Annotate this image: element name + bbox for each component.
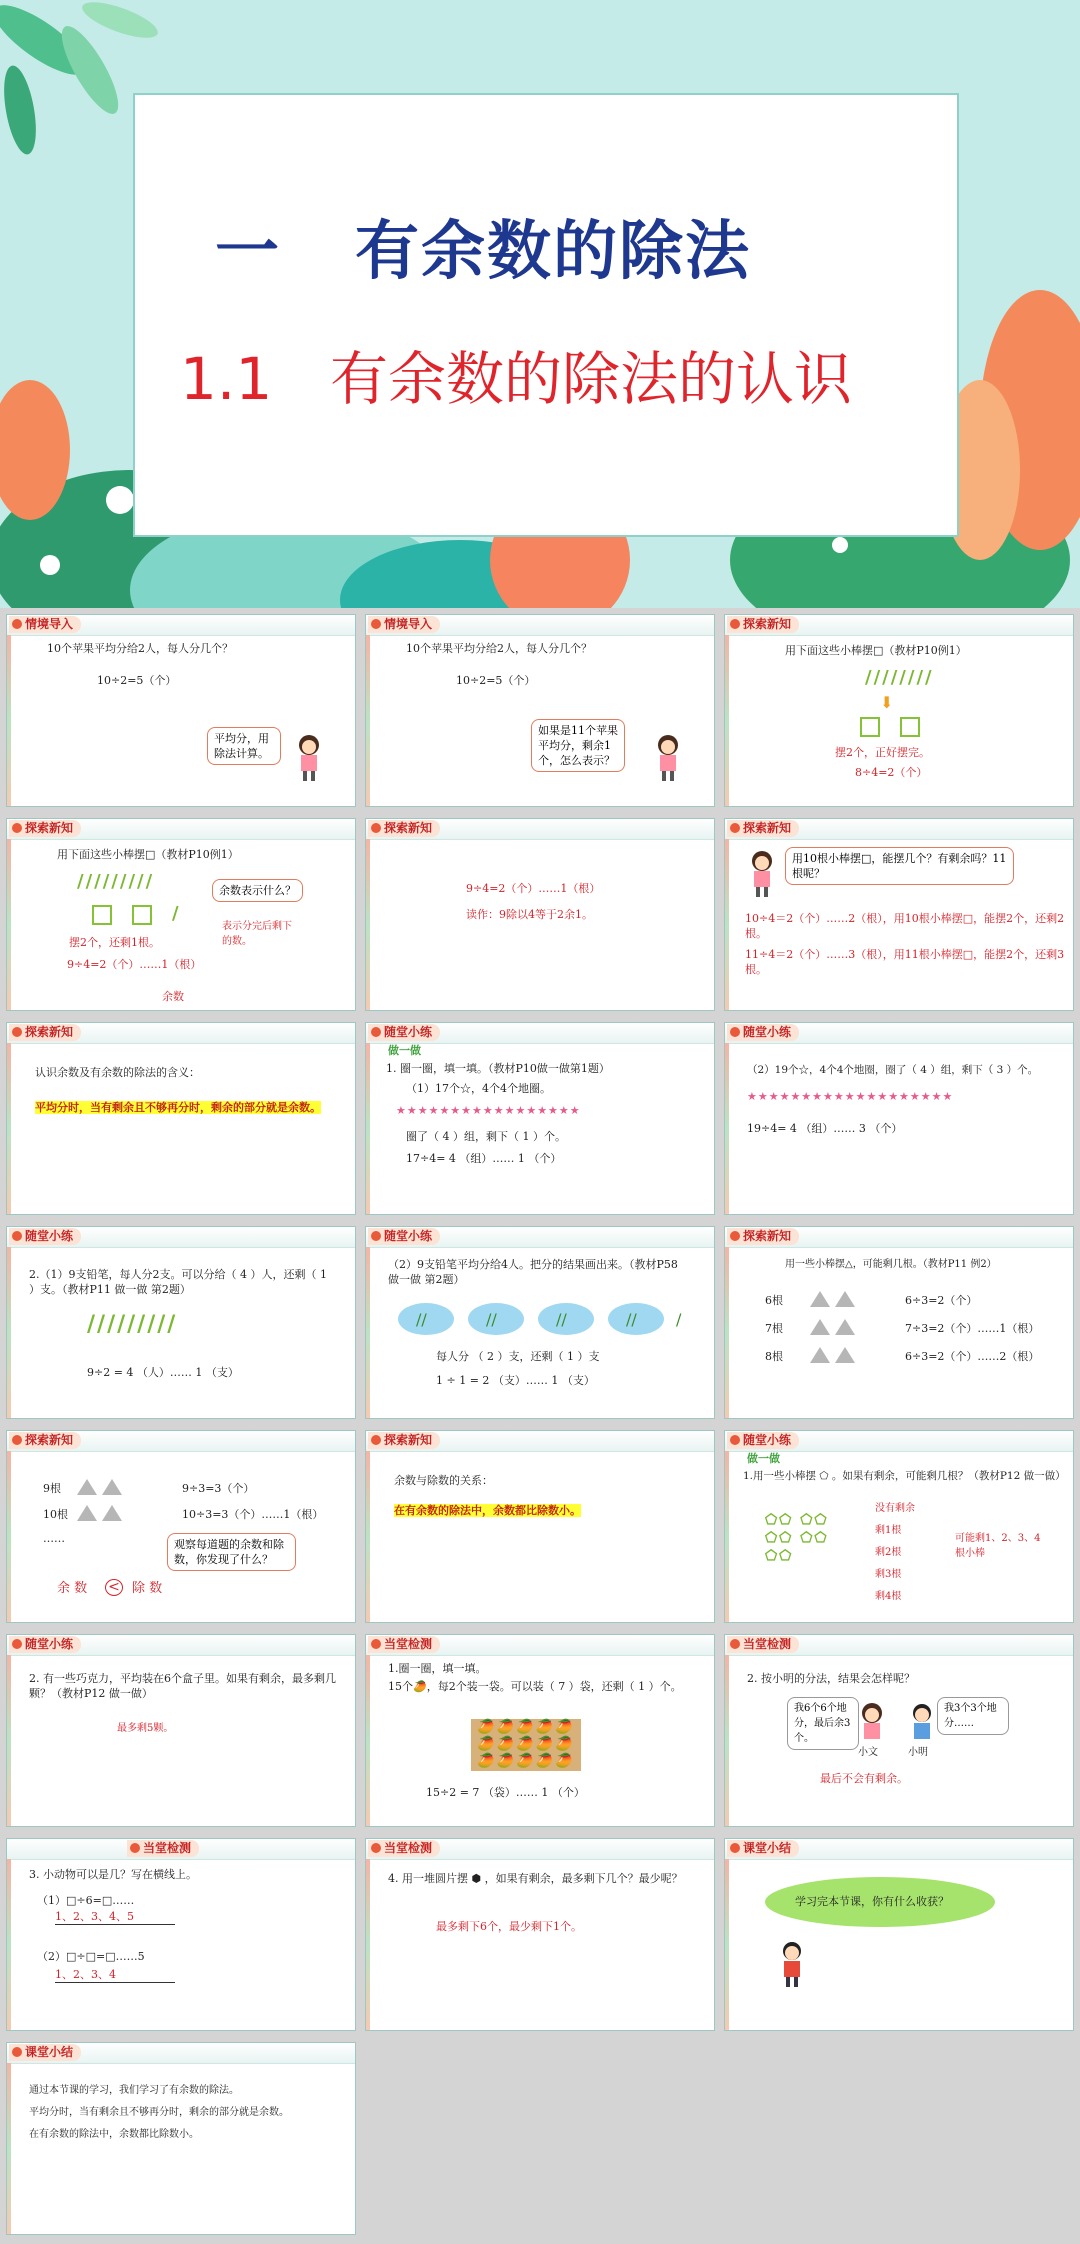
stars-row: ★★★★★★★★★★★★★★★★★ — [396, 1104, 581, 1117]
equation: 19÷4= 4 （组）…… 3 （个） — [747, 1122, 903, 1135]
square-icon — [900, 717, 920, 737]
case-label: 剩4根 — [875, 1591, 902, 1602]
chapter-title: 一 有余数的除法 — [215, 215, 751, 289]
slide-4[interactable] — [6, 818, 356, 1011]
question: 用下面这些小棒摆□（教材P10例1） — [785, 644, 967, 657]
answer: 最多剩5颗。 — [117, 1723, 174, 1734]
prompt: 15个🥭，每2个装一袋。可以装（ 7 ）袋，还剩（ 1 ）个。 — [388, 1680, 682, 1693]
girl-icon — [292, 733, 326, 783]
slide-10[interactable] — [6, 1226, 356, 1419]
question: 4. 用一堆圆片摆 ⬢ ，如果有剩余，最多剩下几个？最少呢？ — [388, 1872, 683, 1885]
svg-text://: // — [416, 1310, 427, 1329]
cloud-text: 学习完本节课，你有什么收获？ — [795, 1895, 949, 1908]
slide-18[interactable] — [724, 1634, 1074, 1827]
less-than-icon: < — [105, 1579, 123, 1596]
slide-tag: 探索新知 — [9, 820, 81, 837]
speech-bubble: 我6个6个地分，最后余3个。 — [787, 1697, 859, 1750]
question: 用下面这些小棒摆□（教材P10例1） — [57, 848, 239, 861]
slide-tag: 探索新知 — [368, 820, 440, 837]
name-label: 小文 — [858, 1747, 878, 1758]
note: 摆2个，正好摆完。 — [835, 746, 930, 759]
question: （2）9支铅笔平均分给4人。把分的结果画出来。（教材P58 做一做 第2题） — [388, 1258, 678, 1286]
slide-15[interactable] — [724, 1430, 1074, 1623]
row-label: 6根 — [765, 1294, 783, 1307]
square-icon — [92, 905, 112, 925]
slide-8[interactable] — [365, 1022, 715, 1215]
equation: 9÷3=3（个） — [182, 1482, 255, 1495]
svg-text://: // — [556, 1310, 567, 1329]
question: 1. 圈一圈，填一填。（教材P10做一做第1题） — [386, 1062, 610, 1075]
boy-icon — [905, 1701, 939, 1751]
slide-tag: 探索新知 — [727, 820, 799, 837]
row-label: 9根 — [43, 1482, 61, 1495]
row-label: 10根 — [43, 1508, 68, 1521]
triangle-icon — [810, 1291, 830, 1307]
row-label: 8根 — [765, 1350, 783, 1363]
section-title: 1.1 有余数的除法的认识 — [180, 345, 853, 413]
pencils-icon: ///////// — [87, 1311, 178, 1337]
case-label: 剩3根 — [875, 1569, 902, 1580]
prompt: （1）17个☆，4个4个地圈。 — [406, 1082, 551, 1095]
summary-line: 通过本节课的学习，我们学习了有余数的除法。 — [29, 2085, 239, 2096]
slide-21[interactable] — [724, 1838, 1074, 2031]
slide-11[interactable] — [365, 1226, 715, 1419]
fill-line: 每人分 （ 2 ）支，还剩（ 1 ）支 — [436, 1350, 600, 1363]
question: 2. 按小明的分法，结果会怎样呢？ — [747, 1672, 915, 1685]
case-label: 没有剩余 — [875, 1503, 915, 1514]
intro: 余数与除数的关系： — [394, 1474, 493, 1487]
speech-bubble: 我3个3个地分…… — [937, 1697, 1009, 1735]
cover-slide — [0, 0, 1080, 608]
equation: 9÷4=2（个）……1（根） — [67, 958, 202, 971]
slide-tag: 当堂检测 — [727, 1636, 799, 1653]
square-icon — [132, 905, 152, 925]
equation: 10÷2=5（个） — [97, 674, 177, 687]
slide-5[interactable] — [365, 818, 715, 1011]
pentagons-icon: ⬠⬠ ⬠⬠ ⬠⬠ ⬠⬠ ⬠⬠ — [765, 1512, 829, 1564]
slide-19[interactable] — [6, 1838, 356, 2031]
girl-icon — [651, 733, 685, 783]
equation: 9÷4=2（个）……1（根） — [466, 882, 601, 895]
case-label: 剩2根 — [875, 1547, 902, 1558]
girl-icon — [855, 1701, 889, 1751]
arrow-down-icon: ⬇ — [880, 693, 894, 712]
slide-6[interactable] — [724, 818, 1074, 1011]
answer: 最多剩下6个，最少剩下1个。 — [436, 1920, 582, 1933]
slide-tag: 随堂小练 — [727, 1024, 799, 1041]
speech-bubble: 余数表示什么？ — [212, 879, 303, 902]
slide-tag: 探索新知 — [9, 1024, 81, 1041]
slide-13[interactable] — [6, 1430, 356, 1623]
slide-tag: 随堂小练 — [727, 1432, 799, 1449]
svg-text://: // — [486, 1310, 497, 1329]
slide-tag: 探索新知 — [727, 616, 799, 633]
intro: 认识余数及有余数的除法的含义： — [35, 1066, 200, 1079]
slide-tag: 当堂检测 — [368, 1840, 440, 1857]
equation: 8÷4=2（个） — [855, 766, 928, 779]
speech-bubble: 平均分，用除法计算。 — [207, 727, 281, 765]
equation: 15÷2 = 7 （袋）…… 1 （个） — [426, 1786, 585, 1799]
slide-20[interactable] — [365, 1838, 715, 2031]
slide-tag: 随堂小练 — [368, 1228, 440, 1245]
slide-tag: 探索新知 — [368, 1432, 440, 1449]
slide-14[interactable] — [365, 1430, 715, 1623]
svg-text://: // — [626, 1310, 637, 1329]
equation: 6÷3=2（个） — [905, 1294, 978, 1307]
slide-tag: 探索新知 — [9, 1432, 81, 1449]
summary-line: 平均分时，当有剩余且不够再分时，剩余的部分就是余数。 — [29, 2107, 289, 2118]
row-label: 7根 — [765, 1322, 783, 1335]
triangle-icon — [835, 1347, 855, 1363]
equation: 1 ÷ 1 = 2 （支）…… 1 （支） — [436, 1374, 595, 1387]
answer: 最后不会有剩余。 — [820, 1772, 908, 1785]
answer: 1、2、3、4、5 — [55, 1909, 175, 1925]
square-icon — [860, 717, 880, 737]
reading: 读作：9除以4等于2余1。 — [466, 908, 593, 921]
slide-tag: 课堂小结 — [727, 1840, 799, 1857]
slide-tag: 当堂检测 — [127, 1840, 199, 1857]
question: 用一些小棒摆△，可能剩几根。（教材P11 例2） — [785, 1259, 997, 1270]
girl-icon — [745, 849, 779, 899]
name-label: 小明 — [908, 1747, 928, 1758]
equation: 6÷3=2（个）……2（根） — [905, 1350, 1040, 1363]
question: 3. 小动物可以是几？写在横线上。 — [29, 1868, 197, 1881]
boy-icon — [775, 1939, 809, 1989]
compare-left: 余 数 — [57, 1581, 88, 1596]
triangle-icon — [810, 1347, 830, 1363]
slide-2[interactable] — [365, 614, 715, 807]
side-note: 表示分完后剩下的数。 — [222, 921, 292, 947]
slide-tag: 随堂小练 — [9, 1228, 81, 1245]
note: 摆2个，还剩1根。 — [69, 936, 160, 949]
equation: 17÷4= 4 （组）…… 1 （个） — [406, 1152, 562, 1165]
question: 1.圈一圈，填一填。 — [388, 1662, 487, 1675]
question: 10个苹果平均分给2人，每人分几个？ — [406, 642, 592, 655]
mangoes-icon: 🥭🥭🥭🥭🥭🥭🥭🥭🥭🥭🥭🥭🥭🥭🥭 — [471, 1719, 581, 1771]
sticks-icon: //////// — [865, 667, 934, 688]
triangle-icon — [77, 1479, 97, 1495]
triangle-icon — [77, 1505, 97, 1521]
sub-heading: 做一做 — [388, 1044, 421, 1057]
question: 1.用一些小棒摆 ⬠ 。如果有剩余，可能剩几根？（教材P12 做一做） — [743, 1470, 1066, 1482]
slide-tag: 随堂小练 — [9, 1636, 81, 1653]
fill-line: 圈了（ 4 ）组，剩下（ 1 ）个。 — [406, 1130, 566, 1143]
stars-row: ★★★★★★★★★★★★★★★★★★★ — [747, 1090, 954, 1103]
expression: （2）□÷□=□……5 — [37, 1950, 145, 1963]
triangle-icon — [810, 1319, 830, 1335]
stick-icon: / — [172, 903, 181, 924]
remainder-label: 余数 — [162, 990, 184, 1003]
groups-icon — [396, 1301, 696, 1341]
slide-7[interactable] — [6, 1022, 356, 1215]
sub-heading: 做一做 — [747, 1452, 780, 1465]
triangle-icon — [835, 1319, 855, 1335]
answer-line: 11÷4＝2（个）……3（根），用11根小棒摆□，能摆2个，还剩3根。 — [745, 948, 1065, 976]
definition: 在有余数的除法中，余数都比除数小。 — [394, 1504, 581, 1517]
speech-bubble: 如果是11个苹果平均分，剩余1个，怎么表示？ — [531, 719, 625, 772]
summary-line: 在有余数的除法中，余数都比除数小。 — [29, 2129, 199, 2140]
slide-9[interactable] — [724, 1022, 1074, 1215]
equation: 10÷3=3（个）……1（根） — [182, 1508, 324, 1521]
question: （2）19个☆，4个4个地圈，圈了（ 4 ）组，剩下（ 3 ）个。 — [747, 1064, 1039, 1076]
triangle-icon — [102, 1479, 122, 1495]
slide-12[interactable] — [724, 1226, 1074, 1419]
row-label: …… — [43, 1532, 65, 1545]
question: 2.（1）9支铅笔，每人分2支。可以分给（ 4 ）人，还剩（ 1 ）支。（教材P11 做一做 第2题） — [29, 1268, 327, 1296]
slide-1[interactable] — [6, 614, 356, 807]
answer-line: 10÷4＝2（个）……2（根），用10根小棒摆□，能摆2个，还剩2根。 — [745, 912, 1065, 940]
triangle-icon — [835, 1291, 855, 1307]
definition: 平均分时，当有剩余且不够再分时，剩余的部分就是余数。 — [35, 1101, 321, 1114]
svg-text:/: / — [676, 1310, 682, 1329]
slide-tag: 当堂检测 — [368, 1636, 440, 1653]
triangle-icon — [102, 1505, 122, 1521]
slide-tag: 情境导入 — [9, 616, 81, 633]
slide-17[interactable] — [365, 1634, 715, 1827]
slide-tag: 情境导入 — [368, 616, 440, 633]
case-label: 剩1根 — [875, 1525, 902, 1536]
slide-tag: 课堂小结 — [9, 2044, 81, 2061]
compare-right: 除 数 — [132, 1581, 163, 1596]
question: 2. 有一些巧克力，平均装在6个盒子里。如果有剩余，最多剩几颗？（教材P12 做一做） — [29, 1672, 336, 1700]
sticks-icon: ///////// — [77, 871, 155, 892]
slide-16[interactable] — [6, 1634, 356, 1827]
slide-tag: 随堂小练 — [368, 1024, 440, 1041]
equation: 9÷2 = 4 （人）…… 1 （支） — [87, 1366, 239, 1379]
side-note: 可能剩1、2、3、4根小棒 — [955, 1533, 1041, 1559]
slide-22[interactable] — [6, 2042, 356, 2235]
cover-card — [133, 93, 959, 537]
answer: 1、2、3、4 — [55, 1967, 175, 1983]
speech-bubble: 观察每道题的余数和除数，你发现了什么？ — [167, 1533, 296, 1571]
equation: 7÷3=2（个）……1（根） — [905, 1322, 1040, 1335]
slide-tag: 探索新知 — [727, 1228, 799, 1245]
question: 10个苹果平均分给2人，每人分几个？ — [47, 642, 233, 655]
slide-3[interactable] — [724, 614, 1074, 807]
equation: 10÷2=5（个） — [456, 674, 536, 687]
speech-bubble: 用10根小棒摆□，能摆几个？有剩余吗？11根呢？ — [785, 847, 1014, 885]
expression: （1）□÷6=□…… — [37, 1894, 135, 1907]
